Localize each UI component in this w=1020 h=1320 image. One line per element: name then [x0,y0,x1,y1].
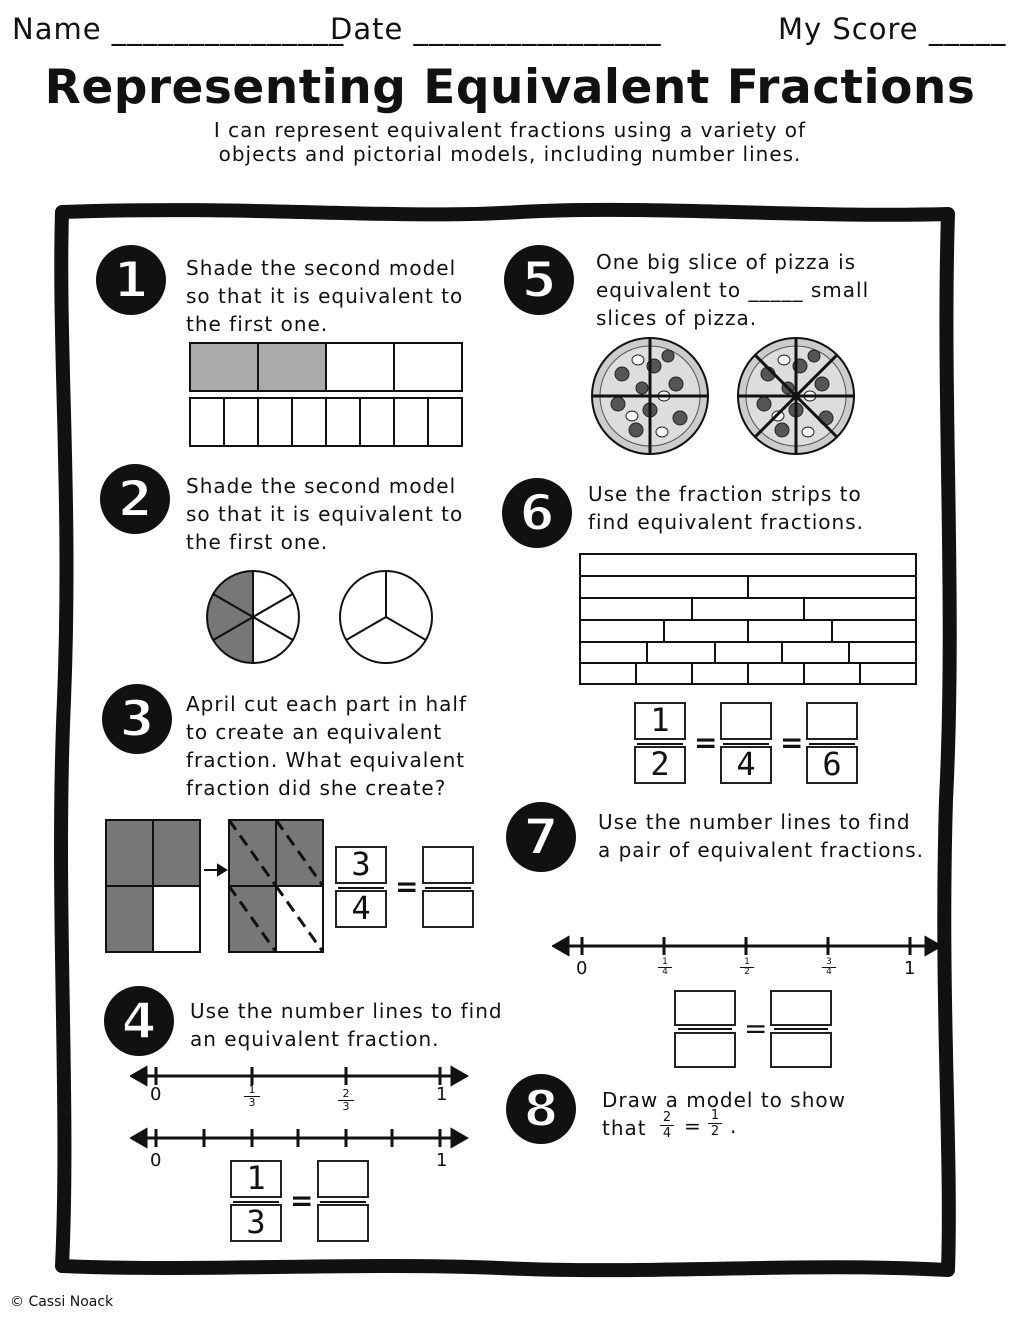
q4-denominator: 3 [246,1203,266,1241]
q3-denominator-box[interactable] [335,890,387,928]
copyright-credit: © Cassi Noack [10,1294,114,1310]
q7-left-fraction-bar [678,1028,732,1030]
q6-equals-sign-1: = [694,726,718,759]
q2-circle-models[interactable] [200,565,440,670]
q6-second-numerator-box[interactable] [720,702,772,740]
q4-twothird-numerator: 2 [342,1087,350,1100]
question-8-text: Draw a model to show [602,1088,846,1112]
q8-one-half-denominator: 2 [708,1123,722,1139]
q6-line: Use the fraction strips to [588,482,862,506]
q7-three-quarters-numerator: 3 [826,957,832,967]
q6-equals-sign-2: = [780,726,804,759]
q7-one-label: 1 [904,958,916,979]
q3-answer-denominator-box[interactable] [422,890,474,928]
q4-line: an equivalent fraction. [190,1027,440,1051]
q7-quarter-label [658,958,672,977]
question-7-text [598,808,924,864]
q3-line: fraction. What equivalent [186,748,466,772]
q6-line: find equivalent fractions. [588,510,864,534]
q6-first-numerator: 1 [650,701,670,739]
q4-denominator-box[interactable] [230,1204,282,1242]
q7-right-denominator-box[interactable] [770,1032,832,1068]
q5-line: slices of pizza. [596,306,758,330]
question-8-badge: 8 [506,1074,576,1144]
q1-line: Shade the second model [186,256,457,280]
q4-line: Use the number lines to find [190,999,503,1023]
question-2-text [186,472,463,556]
q7-half-label [740,958,754,977]
q7-right-numerator-box[interactable] [770,990,832,1026]
question-5-badge: 5 [504,245,574,315]
q3-equals-sign: = [395,870,419,903]
q6-third-numerator-box[interactable] [806,702,858,740]
q3-numerator-box[interactable] [335,846,387,884]
q8-two-fourths-numerator: 2 [662,1110,672,1125]
q4-line2-zero: 0 [150,1150,162,1171]
q7-zero-label: 0 [576,958,588,979]
q8-two-fourths-denominator: 4 [660,1125,674,1141]
question-6-text [588,480,864,536]
q4-line1-two-thirds [338,1088,354,1113]
q2-line: so that it is equivalent to [186,502,464,526]
question-3-text [186,690,467,802]
q4-equals-sign: = [290,1184,314,1217]
q1-bar-models[interactable] [188,340,466,450]
question-1-text [186,254,463,338]
question-2-badge: 2 [100,464,170,534]
subtitle-line-2: objects and pictorial models, including number lines. [218,142,802,166]
q4-answer-denominator-box[interactable] [317,1204,369,1242]
q3-square-models [104,818,326,956]
q8-that-word: that [602,1116,647,1140]
q4-line2-one: 1 [436,1150,448,1171]
q6-third-denominator-box[interactable] [806,746,858,784]
q7-line: a pair of equivalent fractions. [598,838,924,862]
q7-line: Use the number lines to find [598,810,911,834]
name-field[interactable]: Name _______________ [12,12,345,46]
q8-fraction-one-half [708,1108,722,1139]
q6-first-numerator-box[interactable] [634,702,686,740]
q4-third-numerator: 1 [248,1083,256,1096]
q7-half-denominator: 2 [740,967,754,977]
q2-line: Shade the second model [186,474,457,498]
subtitle-line-1: I can represent equivalent fractions using a variety of [213,118,807,142]
q3-line: to create an equivalent [186,720,443,744]
q7-quarter-numerator: 1 [662,957,668,967]
q1-line: the first one. [186,312,329,336]
q4-numerator: 1 [246,1159,266,1197]
score-field[interactable]: My Score _____ [778,12,1007,46]
q7-equals-sign: = [744,1012,768,1045]
q6-fraction-strips [578,552,920,688]
q3-line: April cut each part in half [186,692,468,716]
q3-denominator: 4 [351,889,371,927]
question-3-badge: 3 [102,684,172,754]
q1-line: so that it is equivalent to [186,284,464,308]
q5-pizza-images [586,334,862,460]
q6-second-denominator: 4 [736,745,756,783]
q5-line: One big slice of pizza is [596,250,857,274]
q3-answer-fraction-bar [425,887,471,889]
question-5-text [596,248,869,332]
q7-left-numerator-box[interactable] [674,990,736,1026]
q6-third-denominator: 6 [822,745,842,783]
q7-left-denominator-box[interactable] [674,1032,736,1068]
question-6-badge: 6 [502,478,572,548]
q4-line1-zero: 0 [150,1084,162,1105]
q3-line: fraction did she create? [186,776,447,800]
q7-half-numerator: 1 [744,957,750,967]
q8-one-half-numerator: 1 [710,1108,720,1123]
q6-second-denominator-box[interactable] [720,746,772,784]
q7-three-quarters-denominator: 4 [822,967,836,977]
q6-first-denominator: 2 [650,745,670,783]
q3-answer-numerator-box[interactable] [422,846,474,884]
q4-third-denominator: 3 [244,1096,260,1109]
question-1-badge: 1 [96,245,166,315]
q8-equals-sign: = [684,1114,701,1138]
page-title: Representing Equivalent Fractions [44,60,976,115]
q4-line1-one: 1 [436,1084,448,1105]
q4-twothird-denominator: 3 [338,1100,354,1113]
q4-line1-one-third [244,1084,260,1109]
q4-numerator-box[interactable] [230,1160,282,1198]
q5-line: equivalent to _____ small [596,278,870,302]
q8-period: . [730,1114,737,1138]
q7-three-quarters-label [822,958,836,977]
q2-line: the first one. [186,530,329,554]
question-4-badge: 4 [104,986,174,1056]
q3-numerator: 3 [351,845,371,883]
question-7-badge: 7 [506,802,576,872]
q6-first-denominator-box[interactable] [634,746,686,784]
question-4-text [190,997,503,1053]
q4-answer-fraction-bar [320,1201,366,1203]
q4-answer-numerator-box[interactable] [317,1160,369,1198]
q8-fraction-two-fourths [660,1110,674,1141]
q7-right-fraction-bar [774,1028,828,1030]
date-field[interactable]: Date ________________ [330,12,662,46]
q7-quarter-denominator: 4 [658,967,672,977]
q4-number-lines [130,1064,470,1154]
